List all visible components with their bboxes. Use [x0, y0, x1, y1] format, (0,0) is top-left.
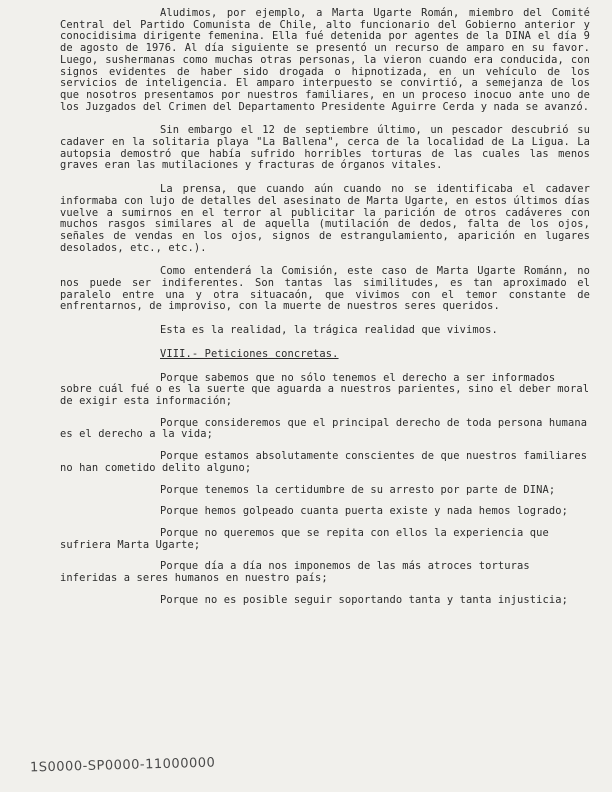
petition-item: Porque día a día nos imponemos de las más atroces torturas inferidas a seres humanos en nuestro país;	[60, 560, 530, 585]
paragraph-commission: Como entenderá la Comisión, este caso de Marta Ugarte Románn, no nos puede ser indiferentes. Son tantas las similitudes, es tan aproximado el paralelo entre una y otra situacaón, que vivimos con el temor constante de enfrentarnos, de improviso, con la muerte de nuestros seres queridos.	[60, 265, 590, 313]
paragraph-reality: Esta es la realidad, la trágica realidad que vivimos.	[160, 324, 498, 337]
petition-item: Porque estamos absolutamente conscientes de que nuestros familiares no han cometido delito alguno;	[60, 450, 588, 474]
archive-stamp: 1S0000-SP0000-11000000	[29, 755, 216, 776]
petition-item: Porque hemos golpeado cuanta puerta existe y nada hemos logrado;	[160, 505, 569, 518]
paragraph-cadaver-found: Sin embargo el 12 de septiembre último, un pescador descubrió su cadaver en la solitaria playa "La Ballena", cerca de la localidad de La Ligua. La autopsia demostró que había sufrido horribles torturas de las cuales las menos graves eran las mutilaciones y fracturas de órganos vitales.	[60, 124, 590, 172]
petition-item: Porque sabemos que no sólo tenemos el derecho a ser informados sobre cuál fué o es la suerte que aguarda a nuestros parientes, sino el deber moral de exigir esta información;	[60, 371, 590, 407]
petition-item: Porque no queremos que se repita con ellos la experiencia que sufriera Marta Ugarte;	[60, 526, 549, 551]
petition-item: Porque no es posible seguir soportando tanta y tanta injusticia;	[160, 593, 569, 606]
paragraph-press: La prensa, que cuando aún cuando no se identificaba el cadaver informaba con lujo de detalles del asesinato de Marta Ugarte, en estos últimos días vuelve a sumirnos en el terror al publicitar la parición de otros cadáveres con muchos rasgos similares al de aquella (mutilación de dedos, falta de los ojos, señales de vendas en los ojos, signos de estrangulamiento, aparición en lugares desolados, etc., etc.).	[60, 183, 590, 254]
document-body	[60, 8, 590, 616]
paragraph-marta-ugarte: Aludimos, por ejemplo, a Marta Ugarte Román, miembro del Comité Central del Partido Comunista de Chile, alto funcionario del Gobierno anterior y conocidisima dirigente femenina. Ella fué detenida por agentes de la DINA el día 9 de agosto de 1976. Al día siguiente se presentó un recurso de amparo en su favor. Luego, sushermanas como muchas otras personas, la vieron cuando era conducida, con signos evidentes de haber sido drogada o hipnotizada, en un vehículo de los servicios de inteligencia. El amparo interpuesto se convirtió, a semejanza de los que nosotros presentamos por nuestros familiares, en un proceso inocuo ante uno de los Juzgados del Crimen del Departamento Presidente Aguirre Cerda y nada se avanzó.	[60, 7, 590, 113]
section-heading: VIII.- Peticiones concretas.	[160, 347, 339, 360]
petition-item: Porque consideremos que el principal derecho de toda persona humana es el derecho a la vida;	[60, 416, 588, 441]
petition-item: Porque tenemos la certidumbre de su arresto por parte de DINA;	[160, 483, 556, 496]
